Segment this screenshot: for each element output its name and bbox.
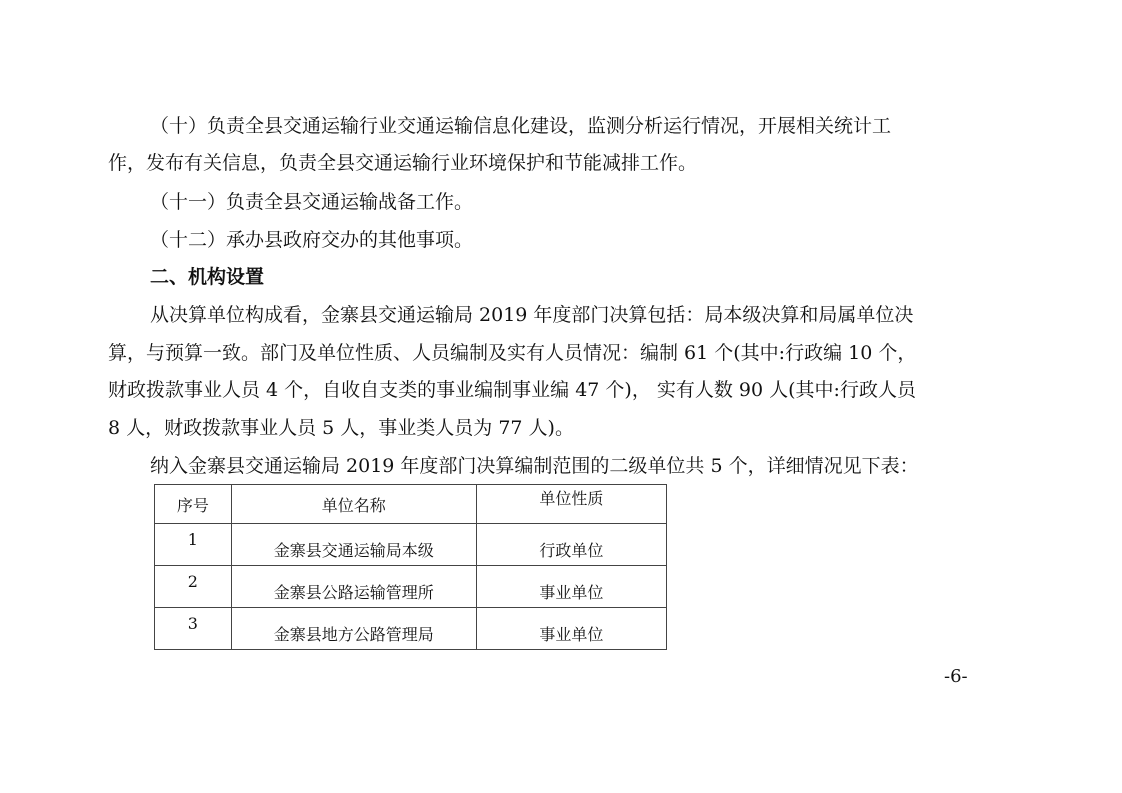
body-line: 纳入金寨县交通运输局 2019 年度部门决算编制范围的二级单位共 5 个，详细情况见下表： <box>150 455 919 477</box>
body-line: 算，与预算一致。部门及单位性质、人员编制及实有人员情况：编制 61 个(其中:行政编 10 个， <box>108 342 917 364</box>
units-table <box>154 484 667 650</box>
page-number: -6- <box>944 666 968 687</box>
cell-unit-name: 金寨县地方公路管理局 <box>231 608 476 650</box>
body-line: 8 人，财政拨款事业人员 5 人，事业类人员为 77 人)。 <box>108 417 574 439</box>
body-line: 从决算单位构成看，金寨县交通运输局 2019 年度部门决算包括：局本级决算和局属单位决 <box>150 304 914 326</box>
header-index: 序号 <box>155 485 232 524</box>
cell-unit-type: 事业单位 <box>476 566 666 608</box>
header-unit-name: 单位名称 <box>231 485 476 524</box>
paragraph-line: （十）负责全县交通运输行业交通运输信息化建设，监测分析运行情况，开展相关统计工 <box>150 115 892 137</box>
cell-index: 1 <box>155 524 232 566</box>
cell-index: 3 <box>155 608 232 650</box>
cell-index: 2 <box>155 566 232 608</box>
table-header-row <box>155 485 667 524</box>
table-row <box>155 566 667 608</box>
cell-unit-name: 金寨县公路运输管理所 <box>231 566 476 608</box>
paragraph-line: （十一）负责全县交通运输战备工作。 <box>150 191 474 213</box>
section-heading: 二、机构设置 <box>150 266 265 288</box>
cell-unit-name: 金寨县交通运输局本级 <box>231 524 476 566</box>
table-row <box>155 608 667 650</box>
paragraph-line: （十二）承办县政府交办的其他事项。 <box>150 229 474 251</box>
table-row <box>155 524 667 566</box>
body-line: 财政拨款事业人员 4 个，自收自支类的事业编制事业编 47 个)， 实有人数 90 人(其中:行政人员 <box>108 379 916 401</box>
paragraph-line: 作，发布有关信息，负责全县交通运输行业环境保护和节能减排工作。 <box>108 152 698 174</box>
cell-unit-type: 事业单位 <box>476 608 666 650</box>
header-unit-type: 单位性质 <box>476 485 666 524</box>
cell-unit-type: 行政单位 <box>476 524 666 566</box>
